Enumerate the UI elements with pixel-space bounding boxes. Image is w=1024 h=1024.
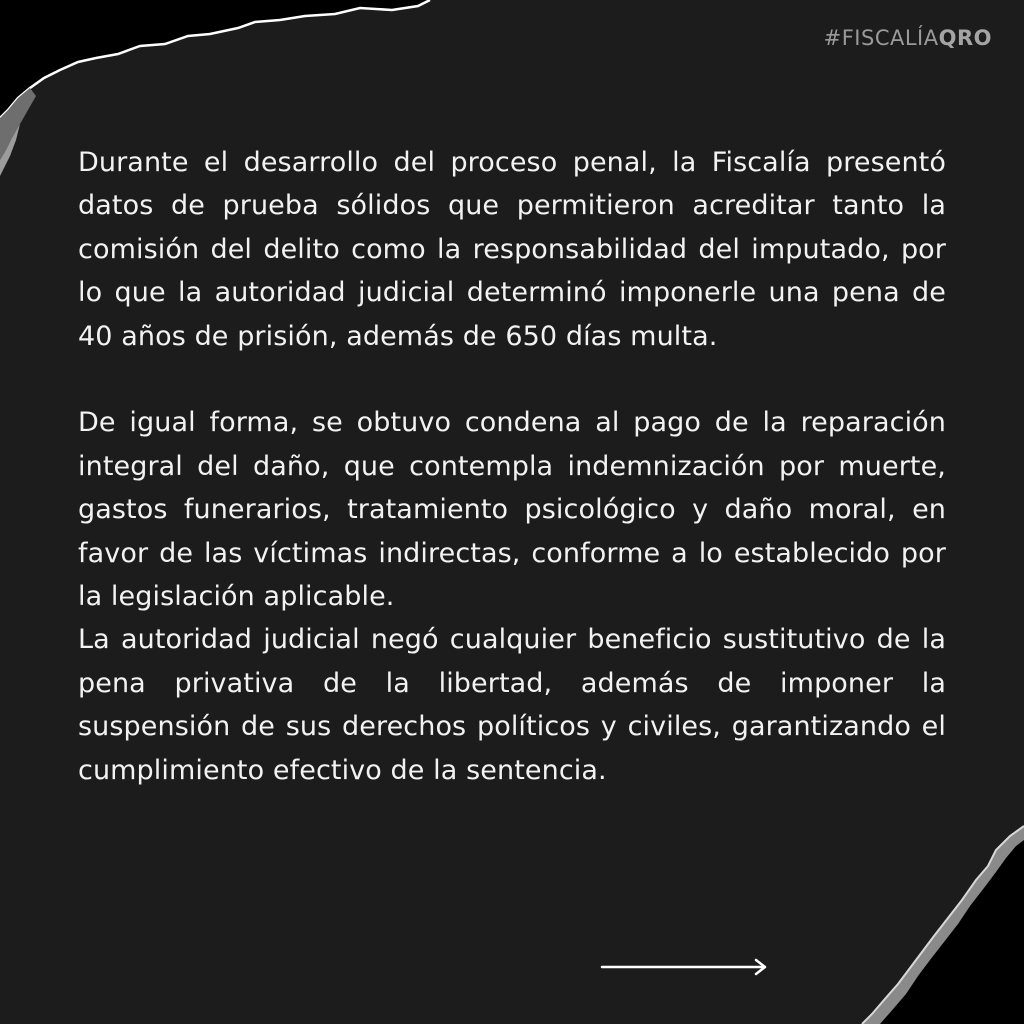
torn-edge-top-left-highlight <box>0 0 430 118</box>
brand-hashtag <box>824 26 992 50</box>
body-text <box>78 141 946 792</box>
torn-edge-bottom-right-gray <box>862 826 1024 1024</box>
paragraph-3: La autoridad judicial negó cualquier beneficio sustitutivo de la pena privativa de la libertad, además de imponer la suspensión de sus derechos políticos y civiles, garantizando el cumplimiento efectivo de la sentencia. <box>78 624 946 786</box>
torn-edge-bottom-right <box>862 826 1024 1024</box>
torn-edge-top-left <box>0 0 430 118</box>
brand-prefix: #FISCALÍA <box>823 26 939 50</box>
torn-edge-top-left-gray <box>0 88 36 160</box>
paragraph-1: Durante el desarrollo del proceso penal, la Fiscalía presentó datos de prueba sólidos que permitieron acreditar tanto la comisión del delito como la responsabilidad del imputado, por lo que la autoridad judicial determinó imponerle una pena de 40 años de prisión, además de 650 días multa. <box>78 147 946 352</box>
paragraph-2: De igual forma, se obtuvo condena al pago de la reparación integral del daño, que contempla indemnización por muerte, gastos funerarios, tratamiento psicológico y daño moral, en favor de las víctimas indirectas, conforme a lo establecido por la legislación aplicable. <box>78 407 946 613</box>
arrow-right-icon[interactable] <box>600 957 768 977</box>
brand-suffix: QRO <box>938 26 992 50</box>
